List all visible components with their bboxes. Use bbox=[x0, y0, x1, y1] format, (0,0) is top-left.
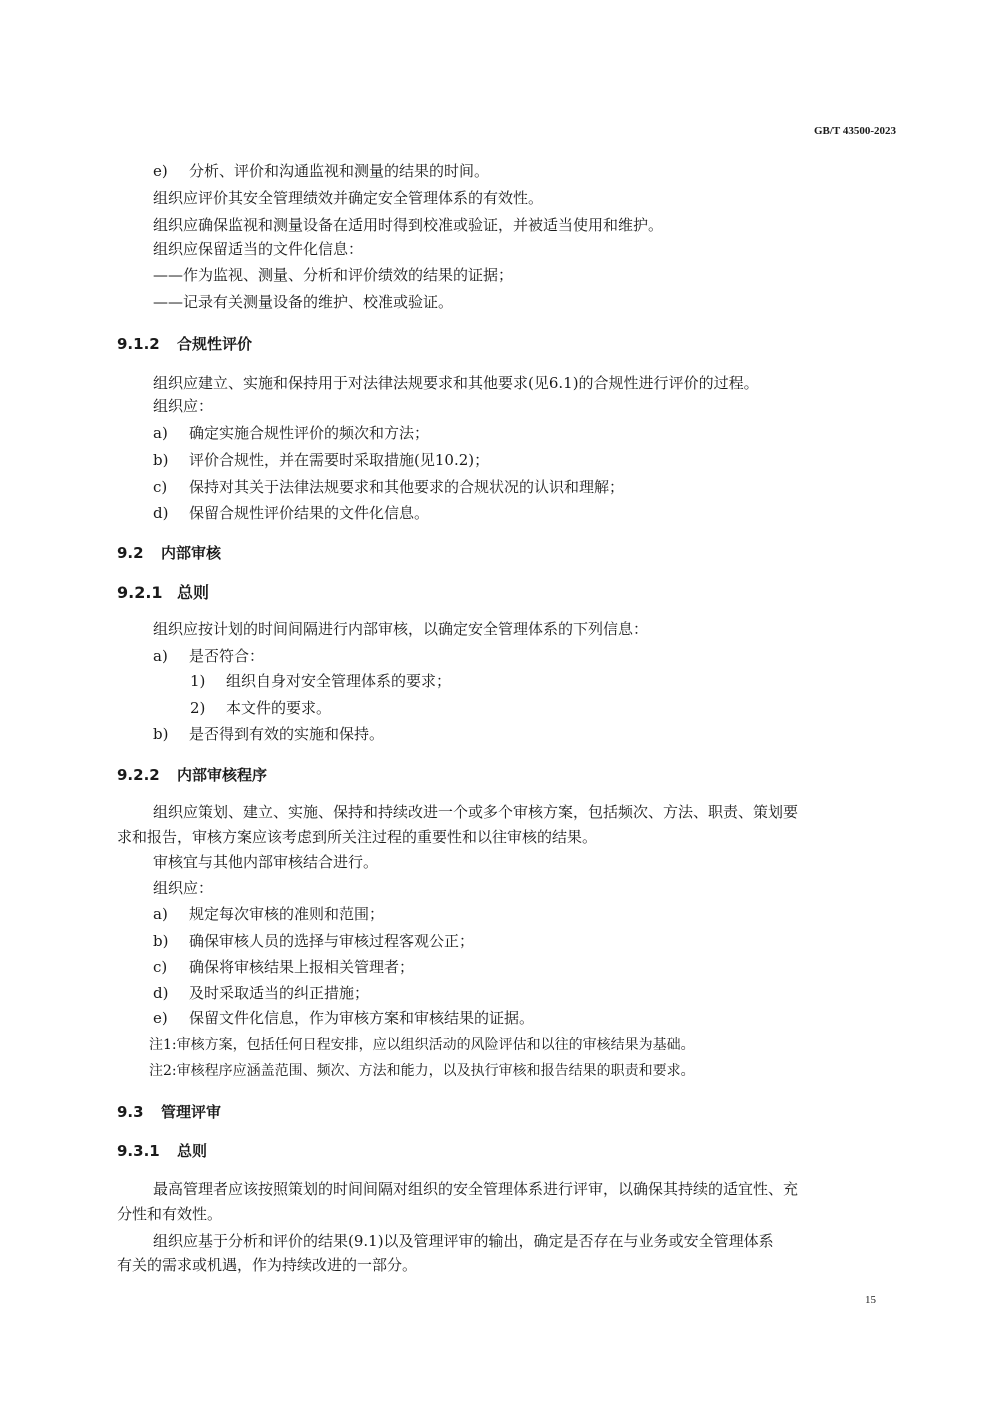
list-marker: d) bbox=[153, 504, 169, 522]
section-title: 总则 bbox=[177, 583, 210, 602]
section-number: 9.3 bbox=[117, 1103, 144, 1121]
list-text: 是否符合： bbox=[189, 647, 265, 665]
list-marker: e) bbox=[153, 162, 168, 180]
list-item bbox=[153, 502, 429, 524]
sub-list-item bbox=[190, 670, 451, 692]
list-item bbox=[153, 476, 624, 498]
note: 注1:审核方案，包括任何日程安排，应以组织活动的风险评估和以往的审核结果为基础。 bbox=[149, 1037, 695, 1053]
section-number: 9.2.2 bbox=[117, 766, 160, 784]
list-marker: 2) bbox=[190, 699, 206, 717]
list-marker: b) bbox=[153, 725, 169, 743]
section-title: 内部审核 bbox=[161, 544, 222, 562]
paragraph: 组织应： bbox=[153, 879, 214, 897]
page-number: 15 bbox=[865, 1294, 876, 1306]
list-text: 确定实施合规性评价的频次和方法； bbox=[189, 424, 430, 442]
paragraph: 组织应按计划的时间间隔进行内部审核，以确定安全管理体系的下列信息： bbox=[153, 620, 649, 638]
list-marker: e) bbox=[153, 1009, 168, 1027]
paragraph: 组织应保留适当的文件化信息： bbox=[153, 240, 364, 258]
note: 注2:审核程序应涵盖范围、频次、方法和能力，以及执行审核和报告结果的职责和要求。 bbox=[149, 1063, 695, 1079]
list-item bbox=[153, 422, 429, 444]
section-heading-9-2-1 bbox=[117, 580, 209, 603]
list-item bbox=[153, 449, 489, 471]
dash-item: ——作为监视、测量、分析和评价绩效的结果的证据； bbox=[153, 266, 514, 284]
list-text: 规定每次审核的准则和范围； bbox=[189, 905, 385, 923]
list-marker: c) bbox=[153, 958, 168, 976]
section-number: 9.1.2 bbox=[117, 335, 160, 353]
list-item bbox=[153, 723, 384, 745]
list-marker: d) bbox=[153, 984, 169, 1002]
section-heading-9-2-2 bbox=[117, 764, 267, 785]
paragraph: 有关的需求或机遇，作为持续改进的一部分。 bbox=[117, 1256, 418, 1274]
list-marker: a) bbox=[153, 424, 168, 442]
paragraph: 分性和有效性。 bbox=[117, 1205, 223, 1223]
list-item bbox=[153, 930, 474, 952]
section-title: 内部审核程序 bbox=[177, 766, 268, 784]
list-marker: 1) bbox=[190, 672, 206, 690]
list-marker: a) bbox=[153, 647, 168, 665]
section-heading-9-2 bbox=[117, 542, 221, 563]
list-text: 及时采取适当的纠正措施； bbox=[189, 984, 370, 1002]
paragraph: 组织应评价其安全管理绩效并确定安全管理体系的有效性。 bbox=[153, 189, 544, 207]
list-text: 保持对其关于法律法规要求和其他要求的合规状况的认识和理解； bbox=[189, 478, 625, 496]
list-item bbox=[153, 160, 489, 182]
paragraph: 组织应建立、实施和保持用于对法律法规要求和其他要求(见6.1)的合规性进行评价的过程。 bbox=[153, 374, 759, 392]
paragraph: 求和报告，审核方案应该考虑到所关注过程的重要性和以往审核的结果。 bbox=[117, 828, 598, 846]
paragraph: 最高管理者应该按照策划的时间间隔对组织的安全管理体系进行评审，以确保其持续的适宜性、充 bbox=[153, 1180, 799, 1198]
sub-list-item bbox=[190, 697, 331, 719]
list-text: 本文件的要求。 bbox=[226, 699, 332, 717]
list-text: 评价合规性，并在需要时采取措施(见10.2)； bbox=[189, 451, 490, 469]
section-heading-9-1-2 bbox=[117, 333, 252, 354]
section-title: 合规性评价 bbox=[177, 335, 253, 353]
list-text: 组织自身对安全管理体系的要求； bbox=[226, 672, 452, 690]
list-item bbox=[153, 1007, 534, 1029]
paragraph: 组织应基于分析和评价的结果(9.1)以及管理评审的输出，确定是否存在与业务或安全管理体系 bbox=[153, 1232, 774, 1250]
list-text: 确保将审核结果上报相关管理者； bbox=[189, 958, 415, 976]
list-marker: a) bbox=[153, 905, 168, 923]
section-number: 9.2 bbox=[117, 544, 144, 562]
list-item bbox=[153, 982, 369, 1004]
section-number: 9.2.1 bbox=[117, 583, 163, 602]
list-marker: b) bbox=[153, 932, 169, 950]
list-marker: b) bbox=[153, 451, 169, 469]
paragraph: 组织应策划、建立、实施、保持和持续改进一个或多个审核方案，包括频次、方法、职责、策划要 bbox=[153, 803, 799, 821]
list-text: 保留合规性评价结果的文件化信息。 bbox=[189, 504, 430, 522]
section-title: 管理评审 bbox=[161, 1103, 222, 1121]
section-number: 9.3.1 bbox=[117, 1142, 160, 1160]
paragraph: 组织应确保监视和测量设备在适用时得到校准或验证，并被适当使用和维护。 bbox=[153, 216, 664, 234]
paragraph: 审核宜与其他内部审核结合进行。 bbox=[153, 853, 379, 871]
section-heading-9-3-1 bbox=[117, 1140, 207, 1161]
paragraph: 组织应： bbox=[153, 397, 214, 415]
list-text: 保留文件化信息，作为审核方案和审核结果的证据。 bbox=[189, 1009, 535, 1027]
list-marker: c) bbox=[153, 478, 168, 496]
list-item bbox=[153, 903, 384, 925]
list-text: 分析、评价和沟通监视和测量的结果的时间。 bbox=[189, 162, 490, 180]
section-title: 总则 bbox=[177, 1142, 208, 1160]
list-text: 确保审核人员的选择与审核过程客观公正； bbox=[189, 932, 475, 950]
section-heading-9-3 bbox=[117, 1101, 221, 1122]
dash-item: ——记录有关测量设备的维护、校准或验证。 bbox=[153, 293, 454, 311]
list-item bbox=[153, 956, 414, 978]
list-item bbox=[153, 645, 264, 667]
standard-number: GB/T 43500-2023 bbox=[813, 125, 896, 137]
list-text: 是否得到有效的实施和保持。 bbox=[189, 725, 385, 743]
